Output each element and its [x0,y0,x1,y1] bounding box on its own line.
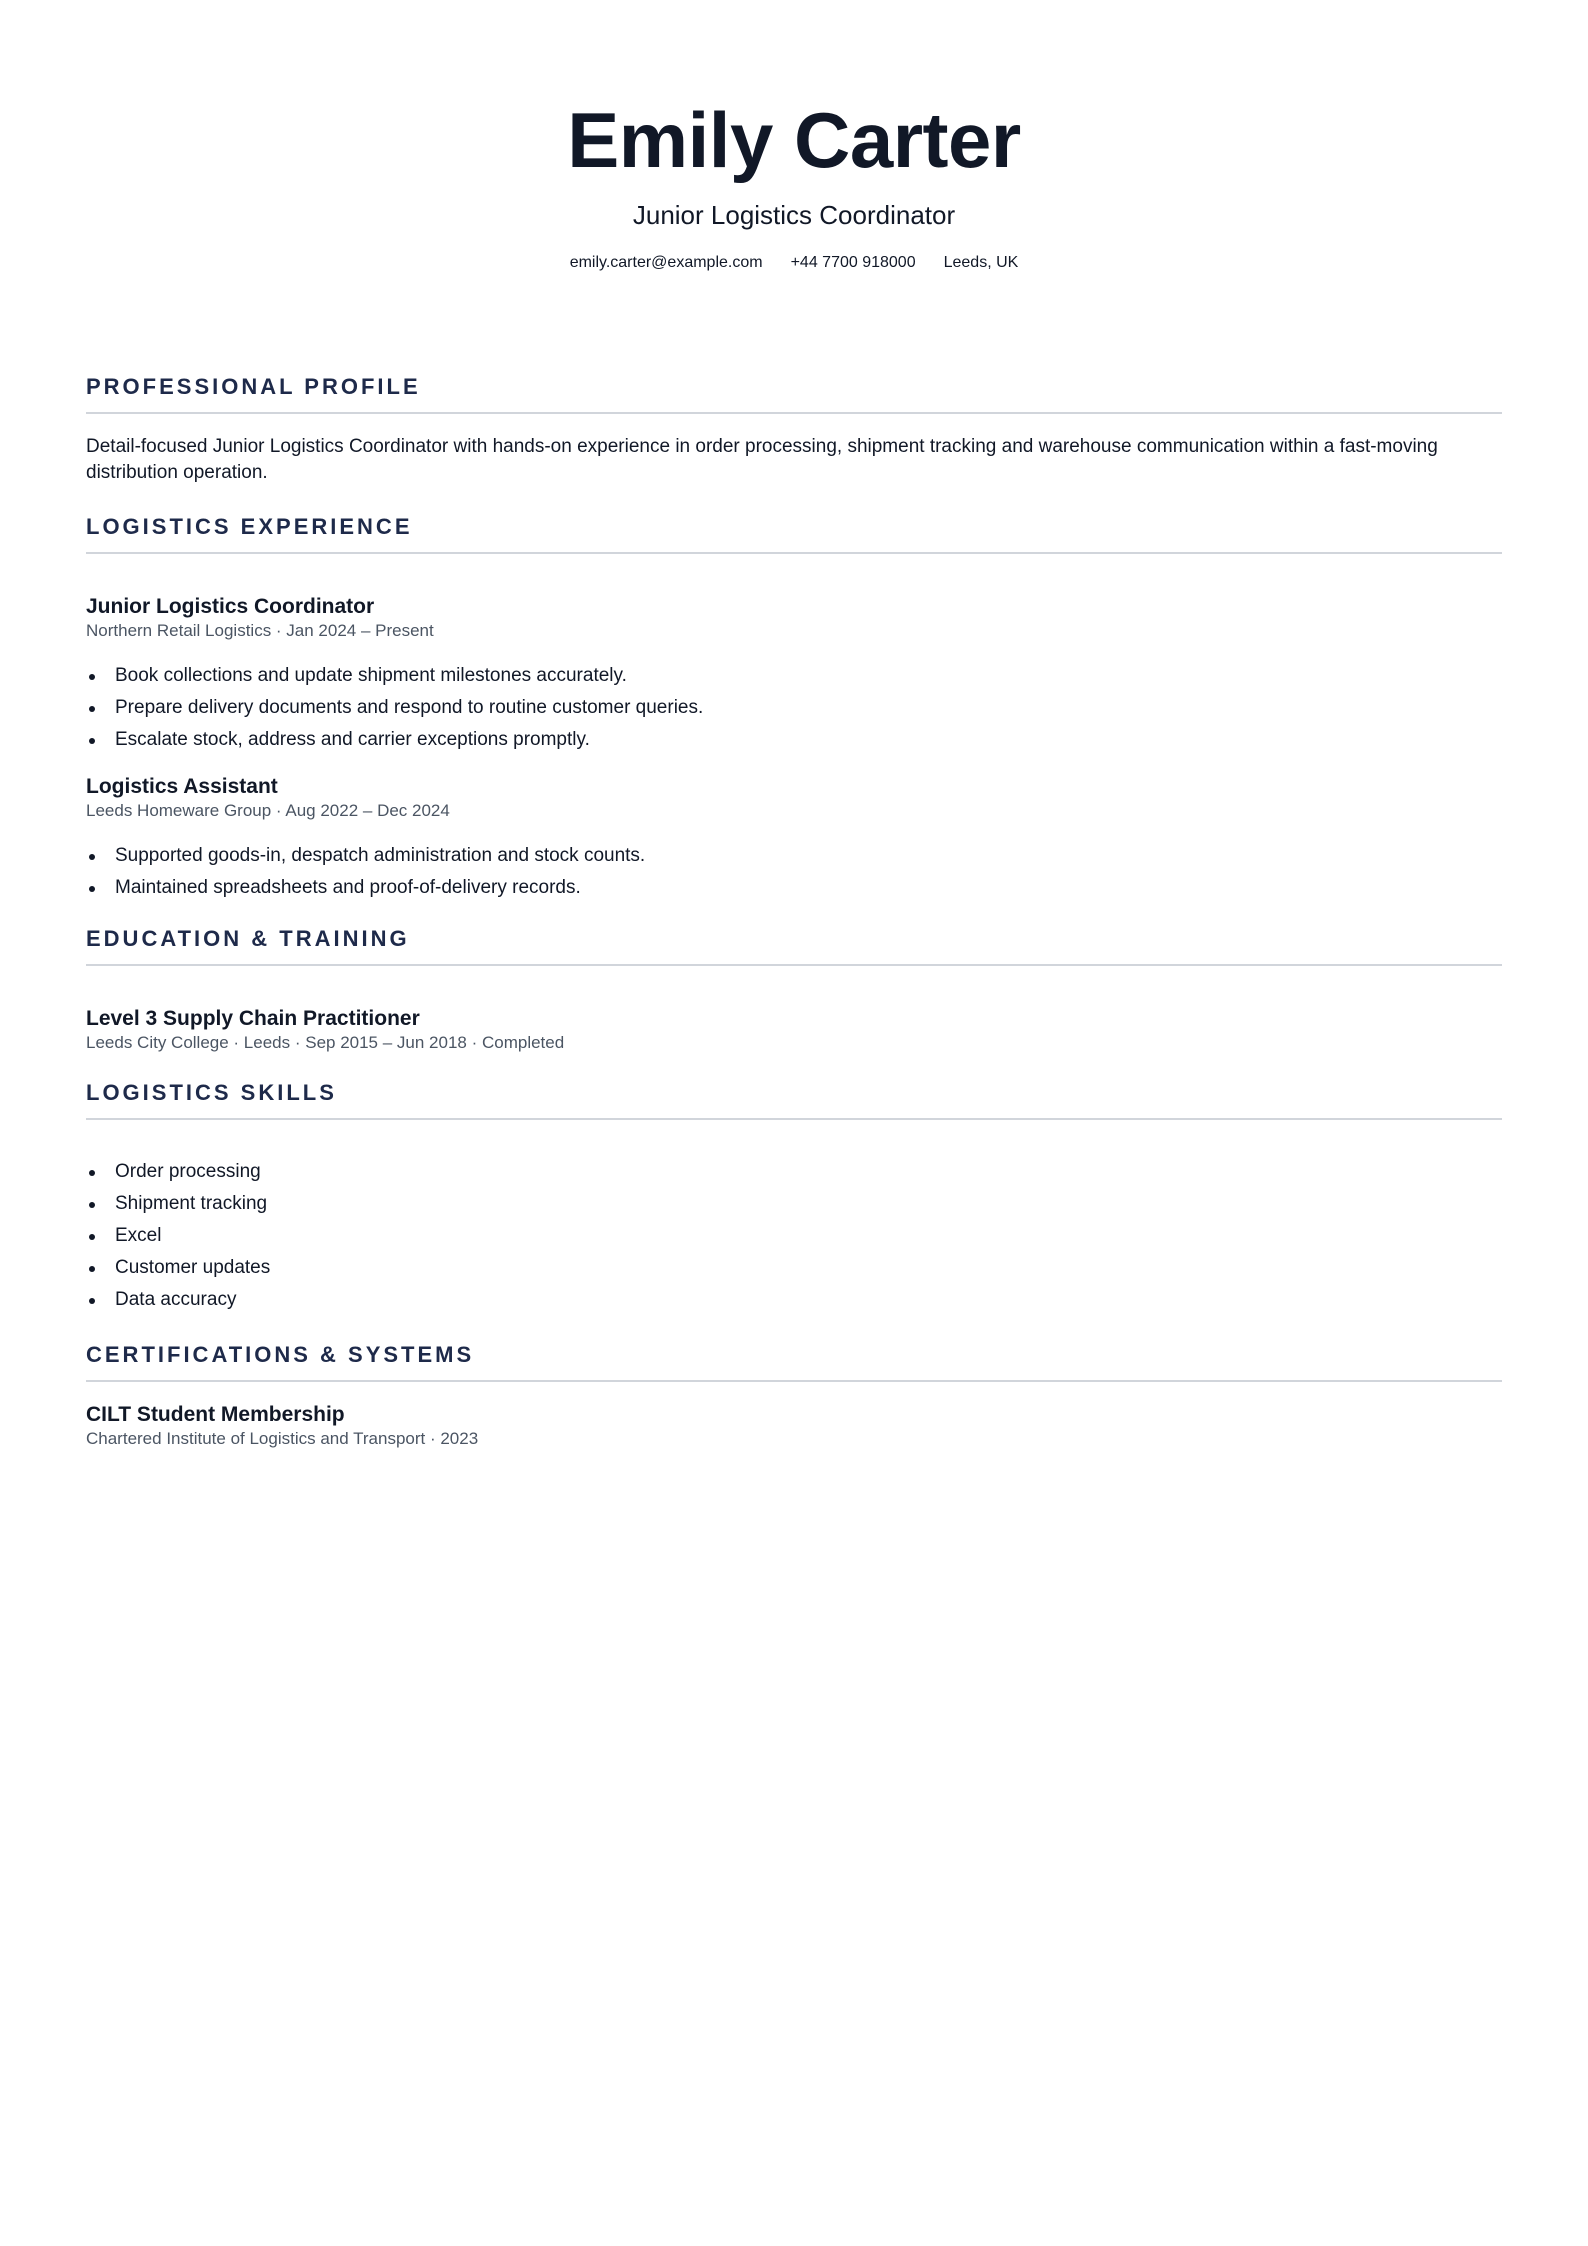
job-meta: Northern Retail Logistics · Jan 2024 – Present [86,621,434,640]
candidate-headline: Junior Logistics Coordinator [632,200,956,230]
education-meta: Leeds City College · Leeds · Sep 2015 – Jun 2018 · Completed [86,1033,565,1052]
job-bullet: Escalate stock, address and carrier exceptions promptly. [86,724,1502,756]
contact-phone: +44 7700 918000 [790,254,916,271]
contact-email: emily.carter@example.com [569,254,763,271]
experience-section [86,512,1502,904]
job-bullet: Maintained spreadsheets and proof-of-delivery records. [86,872,1502,904]
resume-header [86,0,1502,274]
section-title-profile: PROFESSIONAL PROFILE [86,372,1502,414]
job-role: Logistics Assistant [86,775,278,798]
job-entry [86,774,1502,904]
section-title-experience: LOGISTICS EXPERIENCE [86,512,1502,554]
job-bullet: Supported goods-in, despatch administration and stock counts. [86,840,1502,872]
certification-name: CILT Student Membership [86,1403,345,1426]
job-entry [86,594,1502,756]
profile-summary: Detail-focused Junior Logistics Coordinator with hands-on experience in order processing, shipment tracking and warehouse communication within a fast-moving distribution operation. [86,436,1438,483]
section-title-certifications: CERTIFICATIONS & SYSTEMS [86,1340,1502,1382]
skill-item: Excel [86,1220,1502,1252]
candidate-name: Emily Carter [567,96,1021,184]
skills-list [86,1156,1502,1316]
contact-line [86,252,1502,274]
skill-item: Order processing [86,1156,1502,1188]
job-bullet: Prepare delivery documents and respond to routine customer queries. [86,692,1502,724]
skill-item: Data accuracy [86,1284,1502,1316]
job-bullets [86,840,1502,904]
profile-section [86,372,1502,486]
skill-item: Customer updates [86,1252,1502,1284]
certifications-section [86,1340,1502,1450]
job-role: Junior Logistics Coordinator [86,595,375,618]
section-title-skills: LOGISTICS SKILLS [86,1078,1502,1120]
education-qualification: Level 3 Supply Chain Practitioner [86,1007,420,1030]
certification-entry [86,1402,1502,1450]
education-section [86,924,1502,1054]
job-bullet: Book collections and update shipment milestones accurately. [86,660,1502,692]
job-bullets [86,660,1502,756]
job-meta: Leeds Homeware Group · Aug 2022 – Dec 2024 [86,801,450,820]
skills-section [86,1078,1502,1316]
certification-meta: Chartered Institute of Logistics and Transport · 2023 [86,1429,479,1448]
skill-item: Shipment tracking [86,1188,1502,1220]
section-title-education: EDUCATION & TRAINING [86,924,1502,966]
education-entry [86,1006,1502,1054]
contact-location: Leeds, UK [943,254,1019,271]
